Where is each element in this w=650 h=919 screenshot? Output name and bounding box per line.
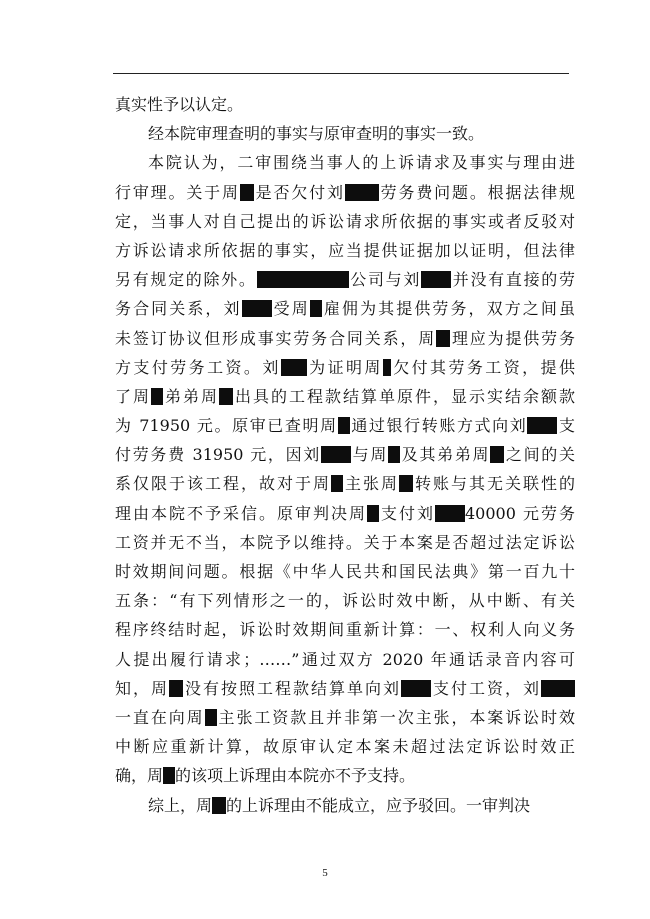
text-span: 的上诉理由不能成立，应予驳回。一审判决 (226, 795, 531, 815)
text-line (115, 382, 575, 411)
text-span: 行审理。关于周 (115, 182, 240, 202)
text-span: 为 71950 元。原审已查明周 (115, 416, 338, 436)
text-span: 的该项上诉理由本院亦不予支持。 (175, 766, 416, 786)
redaction-block (212, 797, 226, 814)
text-span: 方诉讼请求所依据的事实，应当提供证据加以证明，但法律 (115, 240, 575, 260)
text-span: 程序终结时起，诉讼时效期间重新计算：一、权利人向义务 (115, 620, 575, 640)
text-span: 人提出履行请求；……”通过双方 2020 年通话录音内容可 (115, 649, 575, 669)
text-span: 欠付其劳务工资，提供 (390, 357, 575, 377)
header-rule (113, 73, 569, 74)
text-line (115, 557, 575, 586)
text-span: 与周 (350, 445, 389, 465)
redaction-block (435, 505, 465, 522)
redaction-block (383, 359, 391, 376)
text-span: 工资并无不当，本院予以维持。关于本案是否超过法定诉讼 (115, 532, 575, 552)
text-span: 知，周 (115, 678, 169, 698)
text-line (115, 294, 575, 323)
text-span: 受周 (271, 299, 310, 319)
text-span: 公司与刘 (348, 270, 422, 290)
text-line (115, 732, 575, 761)
text-span: 五条：“有下列情形之一的，诉讼时效中断，从中断、有关 (115, 591, 575, 611)
text-line (115, 236, 575, 265)
text-line (115, 469, 575, 498)
text-span: 雇佣为其提供劳务，双方之间虽 (321, 299, 575, 319)
redaction-block (281, 359, 307, 376)
text-line (115, 761, 575, 790)
redaction-block (163, 767, 175, 784)
page-number: 5 (322, 867, 328, 879)
text-span: 弟弟周 (163, 386, 219, 406)
redaction-block (240, 184, 254, 201)
text-span: 为证明周 (306, 357, 383, 377)
text-span: 付劳务费 31950 元，因刘 (115, 445, 321, 465)
text-line (115, 499, 575, 528)
redaction-block (310, 300, 322, 317)
text-line (115, 674, 575, 703)
text-line (115, 265, 575, 294)
text-span: 经本院审理查明的事实与原审查明的事实一致。 (148, 124, 485, 144)
text-span: 支付刘 (378, 503, 435, 523)
text-line (115, 528, 575, 557)
redaction-block (490, 446, 504, 463)
text-span: 一直在向周 (115, 707, 205, 727)
text-line (115, 148, 575, 177)
redaction-block (219, 388, 233, 405)
redaction-block (338, 417, 350, 434)
text-line (115, 791, 575, 820)
text-span: 确，周 (115, 766, 164, 786)
text-span: 之间的关 (504, 445, 575, 465)
text-span: 系仅限于该工程，故对于周 (115, 474, 331, 494)
text-line (115, 411, 575, 440)
redaction-block (321, 446, 351, 463)
text-span: 方支付劳务工资。刘 (115, 357, 281, 377)
text-span: 支付工资，刘 (430, 678, 541, 698)
text-line (115, 645, 575, 674)
text-span: 定，当事人对自己提出的诉讼请求所依据的事实或者反驳对 (115, 211, 575, 231)
text-span: 并没有直接的劳 (451, 270, 575, 290)
text-span: 支 (557, 416, 575, 436)
redaction-block (151, 388, 163, 405)
redaction-block (436, 330, 450, 347)
text-span: 中断应重新计算，故原审认定本案未超过法定诉讼时效正 (115, 737, 575, 757)
redaction-block (399, 475, 413, 492)
text-line (115, 207, 575, 236)
text-line (115, 90, 575, 119)
text-span: 劳务费问题。根据法律规 (378, 182, 575, 202)
text-line (115, 586, 575, 615)
text-line (115, 440, 575, 469)
text-line (115, 119, 575, 148)
text-span: 本院认为，二审围绕当事人的上诉请求及事实与理由进 (148, 153, 575, 173)
text-span: 了周 (115, 386, 151, 406)
redaction-block (527, 417, 557, 434)
redaction-block (367, 505, 379, 522)
text-span: 理由本院不予采信。原审判决周 (115, 503, 367, 523)
text-span: 务合同关系，刘 (115, 299, 242, 319)
text-line (115, 178, 575, 207)
text-line (115, 703, 575, 732)
redaction-block (205, 709, 217, 726)
redaction-block (388, 446, 400, 463)
text-span: 转账与其无关联性的 (412, 474, 575, 494)
text-span: 通过银行转账方式向刘 (349, 416, 528, 436)
text-line (115, 324, 575, 353)
text-span: 没有按照工程款结算单向刘 (183, 678, 401, 698)
redaction-block (401, 680, 431, 697)
text-span: 综上，周 (148, 795, 213, 815)
redaction-block (421, 271, 451, 288)
text-line (115, 353, 575, 382)
text-line (115, 615, 575, 644)
text-span: 另有规定的除外。 (115, 270, 257, 290)
document-body (115, 90, 575, 820)
text-span: 是否欠付刘 (253, 182, 345, 202)
redaction-block (541, 680, 575, 697)
redaction-block (331, 475, 343, 492)
redaction-block (169, 680, 183, 697)
redaction-block (242, 300, 272, 317)
redaction-block (345, 184, 379, 201)
text-span: 时效期间问题。根据《中华人民共和国民法典》第一百九十 (115, 562, 575, 581)
text-span: 未签订协议但形成事实劳务合同关系，周 (115, 328, 437, 348)
text-span: 40000 元劳务 (464, 503, 575, 523)
text-span: 及其弟弟周 (400, 445, 491, 465)
redaction-block (257, 271, 349, 288)
text-span: 出具的工程款结算单原件，显示实结余额款 (233, 386, 575, 406)
text-span: 主张工资款且并非第一次主张，本案诉讼时效 (216, 707, 575, 727)
text-span: 主张周 (342, 474, 399, 494)
text-span: 真实性予以认定。 (115, 95, 244, 114)
text-span: 理应为提供劳务 (450, 328, 575, 348)
